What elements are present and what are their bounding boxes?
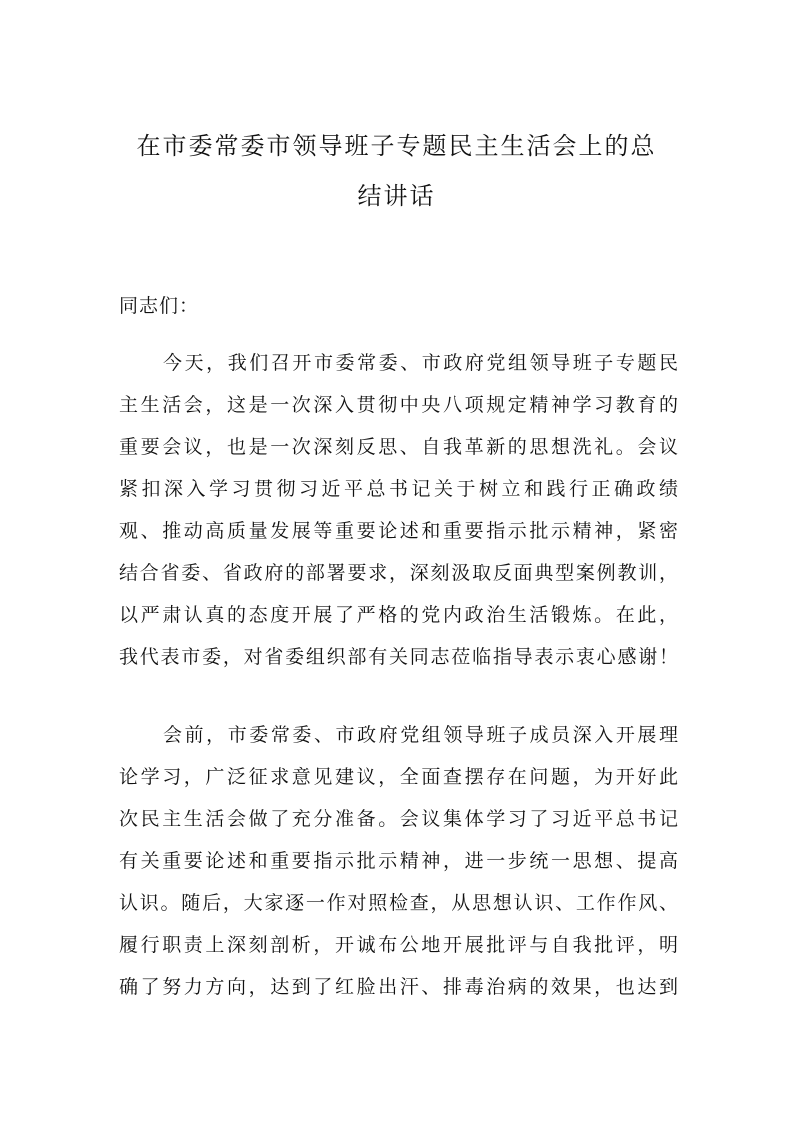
paragraph-1-line-1: 今天，我们召开市委常委、市政府党组领导班子专题民 (163, 352, 679, 374)
paragraph-2-line-1: 会前，市委常委、市政府党组领导班子成员深入开展理 (163, 724, 679, 746)
salutation: 同志们： (119, 295, 200, 317)
paragraph-1-line-5: 观、推动高质量发展等重要论述和重要指示批示精神，紧密 (119, 520, 679, 542)
document-title-line-2: 结讲话 (357, 182, 436, 210)
paragraph-2-line-6: 履行职责上深刻剖析，开诚布公地开展批评与自我批评，明 (119, 934, 679, 956)
paragraph-1-line-2: 主生活会，这是一次深入贯彻中央八项规定精神学习教育的 (119, 394, 679, 416)
paragraph-1-line-8: 我代表市委，对省委组织部有关同志莅临指导表示衷心感谢！ (119, 646, 679, 668)
paragraph-1-line-3: 重要会议，也是一次深刻反思、自我革新的思想洗礼。会议 (119, 436, 679, 458)
paragraph-1-line-7: 以严肃认真的态度开展了严格的党内政治生活锻炼。在此， (119, 604, 679, 626)
paragraph-2-line-4: 有关重要论述和重要指示批示精神，进一步统一思想、提高 (119, 850, 679, 872)
paragraph-1-line-4: 紧扣深入学习贯彻习近平总书记关于树立和践行正确政绩 (119, 478, 679, 500)
paragraph-2-line-5: 认识。随后，大家逐一作对照检查，从思想认识、工作作风、 (119, 892, 679, 914)
paragraph-2-line-7: 确了努力方向，达到了红脸出汗、排毒治病的效果，也达到 (119, 976, 679, 998)
paragraph-1-line-6: 结合省委、省政府的部署要求，深刻汲取反面典型案例教训， (119, 562, 679, 584)
document-title-line-1: 在市委常委市领导班子专题民主生活会上的总 (136, 132, 657, 160)
paragraph-2-line-2: 论学习，广泛征求意见建议，全面查摆存在问题，为开好此 (119, 766, 679, 788)
paragraph-2-line-3: 次民主生活会做了充分准备。会议集体学习了习近平总书记 (119, 808, 679, 830)
